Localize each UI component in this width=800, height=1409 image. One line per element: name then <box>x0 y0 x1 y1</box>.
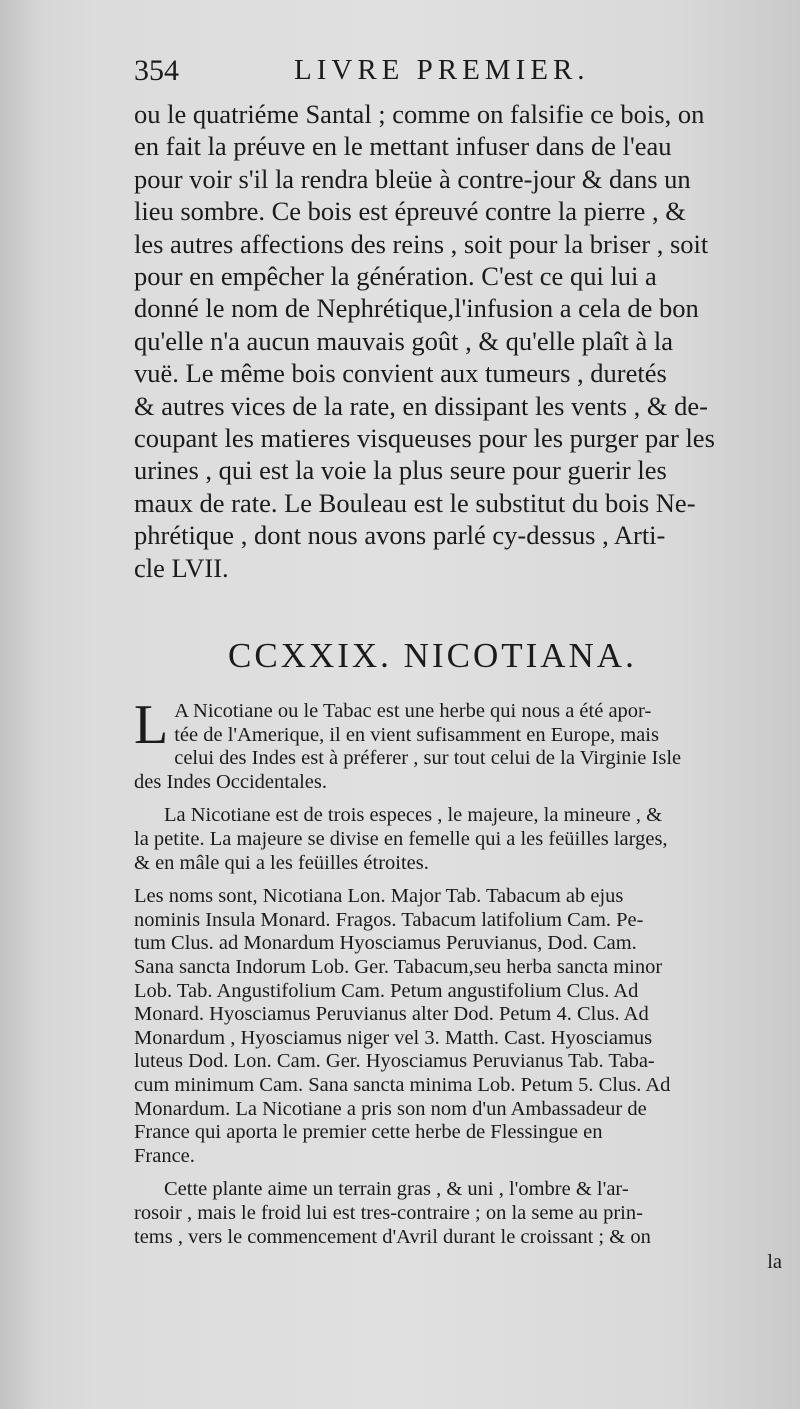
text-line: & en mâle qui a les feüilles étroites. <box>134 851 429 874</box>
text-line: Sana sancta Indorum Lob. Ger. Tabacum,seu herba sancta minor <box>134 956 663 979</box>
text-line: ou le quatriéme Santal ; comme on falsifie ce bois, on <box>134 99 705 129</box>
text-line: coupant les matieres visqueuses pour les purger par les <box>134 423 715 454</box>
text-line: France. <box>134 1144 195 1167</box>
text-line: vuë. Le même bois convient aux tumeurs , duretés <box>134 358 667 389</box>
text-line: & autres vices de la rate, en dissipant les vents , & de- <box>134 390 708 421</box>
page-number: 354 <box>134 54 179 87</box>
text-line: La Nicotiane est de trois especes , le majeure, la mineure , & <box>164 804 663 827</box>
text-line: tum Clus. ad Monardum Hyosciamus Peruvianus, Dod. Cam. <box>134 932 637 955</box>
text-line: A Nicotiane ou le Tabac est une herbe qui nous a été apor- <box>174 700 652 723</box>
text-line: Les noms sont, Nicotiana Lon. Major Tab. Tabacum ab ejus <box>134 885 624 908</box>
article-paragraph-names <box>134 885 784 1168</box>
text-line: maux de rate. Le Bouleau est le substitut du bois Ne- <box>134 487 696 518</box>
text-line: donné le nom de Nephrétique,l'infusion a cela de bon <box>134 293 699 324</box>
article-body <box>134 694 784 1275</box>
catchword: la <box>767 1251 782 1274</box>
page-gutter-shadow <box>0 0 40 1409</box>
drop-initial: L <box>134 694 169 757</box>
text-line: la petite. La majeure se divise en femelle qui a les feüilles larges, <box>134 828 668 851</box>
text-line: tems , vers le commencement d'Avril durant le croissant ; & on <box>134 1225 651 1248</box>
text-line: cle LVII. <box>134 552 229 583</box>
running-title: LIVRE PREMIER. <box>294 54 590 86</box>
text-line: nominis Insula Monard. Fragos. Tabacum latifolium Cam. Pe- <box>134 908 644 931</box>
intro-paragraph <box>134 98 784 584</box>
text-line: rosoir , mais le froid lui est tres-contraire ; on la seme au prin- <box>134 1201 643 1224</box>
text-line: les autres affections des reins , soit pour la briser , soit <box>134 228 709 259</box>
article-paragraph-2 <box>134 804 784 875</box>
text-line: Monardum , Hyosciamus niger vel 3. Matth. Cast. Hyosciamus <box>134 1026 653 1049</box>
book-page <box>134 52 784 1382</box>
text-line: Monardum. La Nicotiane a pris son nom d'un Ambassadeur de <box>134 1097 647 1120</box>
text-line: pour en empêcher la génération. C'est ce qui lui a <box>134 261 657 292</box>
article-paragraph-4 <box>134 1178 784 1249</box>
text-line: Monard. Hyosciamus Peruvianus alter Dod. Petum 4. Clus. Ad <box>134 1003 649 1026</box>
text-line: phrétique , dont nous avons parlé cy-dessus , Arti- <box>134 520 666 551</box>
text-line: lieu sombre. Ce bois est épreuvé contre la pierre , & <box>134 196 686 227</box>
text-line: France qui aporta le premier cette herbe de Flessingue en <box>134 1121 603 1144</box>
text-line: qu'elle n'a aucun mauvais goût , & qu'elle plaît à la <box>134 325 674 356</box>
text-line: cum minimum Cam. Sana sancta minima Lob. Petum 5. Clus. Ad <box>134 1074 671 1096</box>
text-line: en fait la préuve en le mettant infuser dans de l'eau <box>134 131 672 162</box>
section-title: CCXXIX. NICOTIANA. <box>228 636 637 676</box>
article-paragraph-1 <box>134 694 784 794</box>
text-line: des Indes Occidentales. <box>134 770 327 793</box>
running-head <box>134 52 784 98</box>
text-line: pour voir s'il la rendra bleüe à contre-jour & dans un <box>134 163 691 194</box>
text-line: urines , qui est la voie la plus seure pour guerir les <box>134 455 667 486</box>
text-line: luteus Dod. Lon. Cam. Ger. Hyosciamus Peruvianus Tab. Taba- <box>134 1050 655 1073</box>
text-line: Lob. Tab. Angustifolium Cam. Petum angustifolium Clus. Ad <box>134 979 639 1002</box>
text-line: Cette plante aime un terrain gras , & uni , l'ombre & l'ar- <box>164 1178 629 1201</box>
text-line: tée de l'Amerique, il en vient sufisamment en Europe, mais <box>174 723 659 746</box>
text-line: celui des Indes est à préferer , sur tout celui de la Virginie Isle <box>174 747 682 770</box>
